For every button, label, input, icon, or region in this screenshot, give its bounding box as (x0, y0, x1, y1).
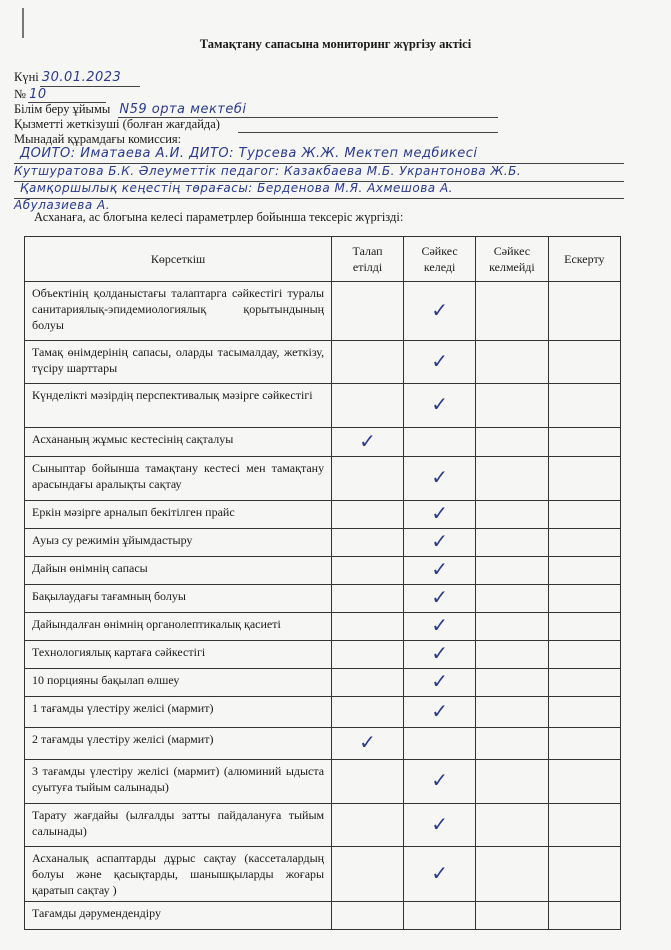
row-cell-col2 (404, 728, 476, 760)
header-compliant: Сәйкес келеді (404, 237, 476, 282)
row-indicator: Асхананың жұмыс кестесінің сақталуы (25, 428, 332, 457)
header-noncompliant: Сәйкес келмейді (476, 237, 549, 282)
row-cell-col4 (548, 760, 620, 804)
check-mark: ✓ (431, 297, 448, 322)
table-row (25, 282, 621, 341)
table-row (25, 384, 621, 428)
margin-mark (22, 8, 24, 38)
row-indicator: 10 порцияны бақылап өлшеу (25, 669, 332, 697)
row-cell-col2 (404, 902, 476, 930)
row-cell-col1 (332, 557, 404, 585)
row-cell-col2 (404, 341, 476, 384)
row-cell-col1 (332, 641, 404, 669)
row-indicator: 3 тағамды үлестіру желісі (мармит) (алюминий ыдыста суытуға тыйым салынады) (25, 760, 332, 804)
check-mark: ✓ (431, 669, 448, 693)
row-cell-col3 (476, 728, 549, 760)
check-mark: ✓ (431, 392, 448, 416)
provider-row (14, 117, 220, 132)
row-cell-col2 (404, 804, 476, 847)
row-cell-col2 (404, 557, 476, 585)
provider-underline (238, 132, 498, 133)
number-row (14, 87, 47, 102)
row-cell-col3 (476, 384, 549, 428)
row-cell-col4 (548, 428, 620, 457)
row-cell-col1 (332, 760, 404, 804)
row-indicator: Күнделікті мәзірдің перспективалық мәзірге сәйкестігі (25, 384, 332, 428)
date-label: Күні (14, 70, 39, 84)
row-cell-col2 (404, 384, 476, 428)
check-mark: ✓ (431, 557, 448, 581)
commission-line-4: Абулазиева А. (14, 198, 111, 212)
row-cell-col1 (332, 669, 404, 697)
row-cell-col4 (548, 384, 620, 428)
check-mark: ✓ (431, 585, 448, 609)
row-cell-col2 (404, 457, 476, 501)
provider-label: Қызметті жеткізуші (болған жағдайда) (14, 117, 220, 131)
row-cell-col2 (404, 697, 476, 728)
row-indicator: Ауыз су режимін ұйымдастыру (25, 529, 332, 557)
table-row (25, 457, 621, 501)
row-indicator: Тарату жағдайы (ылғалды затты пайдалануға тыйым салынады) (25, 804, 332, 847)
row-cell-col2 (404, 282, 476, 341)
row-cell-col1 (332, 728, 404, 760)
row-cell-col1 (332, 847, 404, 902)
check-mark: ✓ (431, 613, 448, 637)
check-mark: ✓ (431, 529, 448, 553)
table-row (25, 847, 621, 902)
table-body (25, 282, 621, 930)
row-cell-col3 (476, 669, 549, 697)
table-header-row (25, 237, 621, 282)
row-cell-col4 (548, 669, 620, 697)
row-cell-col4 (548, 585, 620, 613)
row-indicator: Сыныптар бойынша тамақтану кестесі мен тамақтану арасындағы аралықты сақтау (25, 457, 332, 501)
row-cell-col1 (332, 804, 404, 847)
table-row (25, 613, 621, 641)
table-row (25, 804, 621, 847)
table-row (25, 728, 621, 760)
row-cell-col4 (548, 641, 620, 669)
row-cell-col4 (548, 902, 620, 930)
table-row (25, 428, 621, 457)
row-cell-col2 (404, 760, 476, 804)
row-cell-col3 (476, 585, 549, 613)
check-mark: ✓ (431, 698, 448, 723)
row-cell-col2 (404, 641, 476, 669)
check-mark: ✓ (431, 348, 448, 373)
table-row (25, 697, 621, 728)
row-cell-col3 (476, 847, 549, 902)
row-cell-col3 (476, 457, 549, 501)
row-cell-col2 (404, 847, 476, 902)
row-cell-col1 (332, 341, 404, 384)
row-cell-col3 (476, 641, 549, 669)
row-cell-col2 (404, 585, 476, 613)
table-row (25, 669, 621, 697)
row-cell-col4 (548, 341, 620, 384)
row-cell-col4 (548, 457, 620, 501)
check-mark: ✓ (359, 730, 376, 754)
commission-line-3: Қамқоршылық кеңестің төрағасы: Берденова М.Я. Ахмешова А. (20, 181, 453, 195)
row-cell-col3 (476, 282, 549, 341)
document-title: Тамақтану сапасына мониторинг жүргізу актісі (199, 37, 472, 51)
row-indicator: Тамақ өнімдерінің сапасы, оларды тасымалдау, жеткізу, түсіру шарттары (25, 341, 332, 384)
row-cell-col2 (404, 529, 476, 557)
row-indicator: 1 тағамды үлестіру желісі (мармит) (25, 697, 332, 728)
table-row (25, 902, 621, 930)
row-cell-col1 (332, 282, 404, 341)
row-cell-col1 (332, 902, 404, 930)
row-indicator: Бақылаудағы тағамның болуы (25, 585, 332, 613)
row-cell-col3 (476, 697, 549, 728)
table-row (25, 341, 621, 384)
org-value: N59 орта мектебі (119, 102, 247, 117)
row-cell-col4 (548, 728, 620, 760)
row-cell-col4 (548, 529, 620, 557)
row-cell-col1 (332, 529, 404, 557)
row-cell-col4 (548, 613, 620, 641)
check-intro: Асханаға, ас блогына келесі параметрлер бойынша тексеріс жүргізді: (34, 210, 404, 224)
row-cell-col4 (548, 557, 620, 585)
table-row (25, 529, 621, 557)
row-indicator: Технологиялық картаға сәйкестігі (25, 641, 332, 669)
row-cell-col1 (332, 384, 404, 428)
table-row (25, 557, 621, 585)
row-cell-col3 (476, 760, 549, 804)
date-value: 30.01.2023 (41, 70, 122, 85)
row-cell-col1 (332, 501, 404, 529)
row-cell-col2 (404, 613, 476, 641)
row-cell-col3 (476, 428, 549, 457)
header-indicator: Көрсеткіш (25, 237, 332, 282)
row-indicator: Асханалық аспаптарды дұрыс сақтау (кассеталардың болуы және қасықтарды, шанышқыларды жоғары қаратып сақтау ) (25, 847, 332, 902)
row-cell-col2 (404, 669, 476, 697)
check-mark: ✓ (431, 860, 448, 885)
check-mark: ✓ (431, 501, 448, 525)
commission-line-1: ДОИТО: Иматаева А.И. ДИТО: Турсева Ж.Ж. Мектеп медбикесі (20, 146, 478, 161)
row-cell-col4 (548, 697, 620, 728)
row-cell-col1 (332, 585, 404, 613)
org-row (14, 102, 247, 117)
header-required: Талап етілді (332, 237, 404, 282)
monitoring-table (24, 236, 621, 930)
date-row (14, 70, 121, 85)
row-cell-col1 (332, 428, 404, 457)
date-underline (40, 86, 140, 87)
check-mark: ✓ (431, 641, 448, 665)
row-cell-col3 (476, 613, 549, 641)
row-indicator: 2 тағамды үлестіру желісі (мармит) (25, 728, 332, 760)
check-mark: ✓ (359, 428, 376, 453)
row-indicator: Объектінің қолданыстағы талаптарга сәйкестігі туралы санитариялық-эпидемиологиялық қорытындының болуы (25, 282, 332, 341)
row-indicator: Дайын өнімнің сапасы (25, 557, 332, 585)
row-cell-col4 (548, 282, 620, 341)
row-cell-col3 (476, 501, 549, 529)
row-cell-col4 (548, 847, 620, 902)
row-indicator: Дайындалған өнімнің органолептикалық қасиеті (25, 613, 332, 641)
org-label: Білім беру ұйымы (14, 102, 111, 116)
row-cell-col4 (548, 501, 620, 529)
header-note: Ескерту (548, 237, 620, 282)
check-mark: ✓ (431, 465, 448, 489)
row-cell-col3 (476, 557, 549, 585)
commission-line-2: Кутшуратова Б.К. Әлеуметтік педагог: Казакбаева М.Б. Укрантонова Ж.Б. (14, 164, 522, 178)
row-cell-col3 (476, 902, 549, 930)
number-value: 10 (29, 87, 47, 102)
row-indicator: Еркін мәзірге арналып бекітілген прайс (25, 501, 332, 529)
row-cell-col4 (548, 804, 620, 847)
row-cell-col1 (332, 457, 404, 501)
row-cell-col3 (476, 341, 549, 384)
table-row (25, 641, 621, 669)
check-mark: ✓ (431, 811, 448, 836)
table-row (25, 585, 621, 613)
row-cell-col1 (332, 613, 404, 641)
table-row (25, 501, 621, 529)
check-mark: ✓ (431, 768, 448, 792)
row-cell-col1 (332, 697, 404, 728)
number-label: № (14, 87, 26, 101)
row-indicator: Тағамды дәрумендендіру (25, 902, 332, 930)
row-cell-col3 (476, 804, 549, 847)
table-row (25, 760, 621, 804)
row-cell-col3 (476, 529, 549, 557)
row-cell-col2 (404, 501, 476, 529)
commission-label: Мынадай құрамдағы комиссия: (14, 132, 182, 146)
row-cell-col2 (404, 428, 476, 457)
